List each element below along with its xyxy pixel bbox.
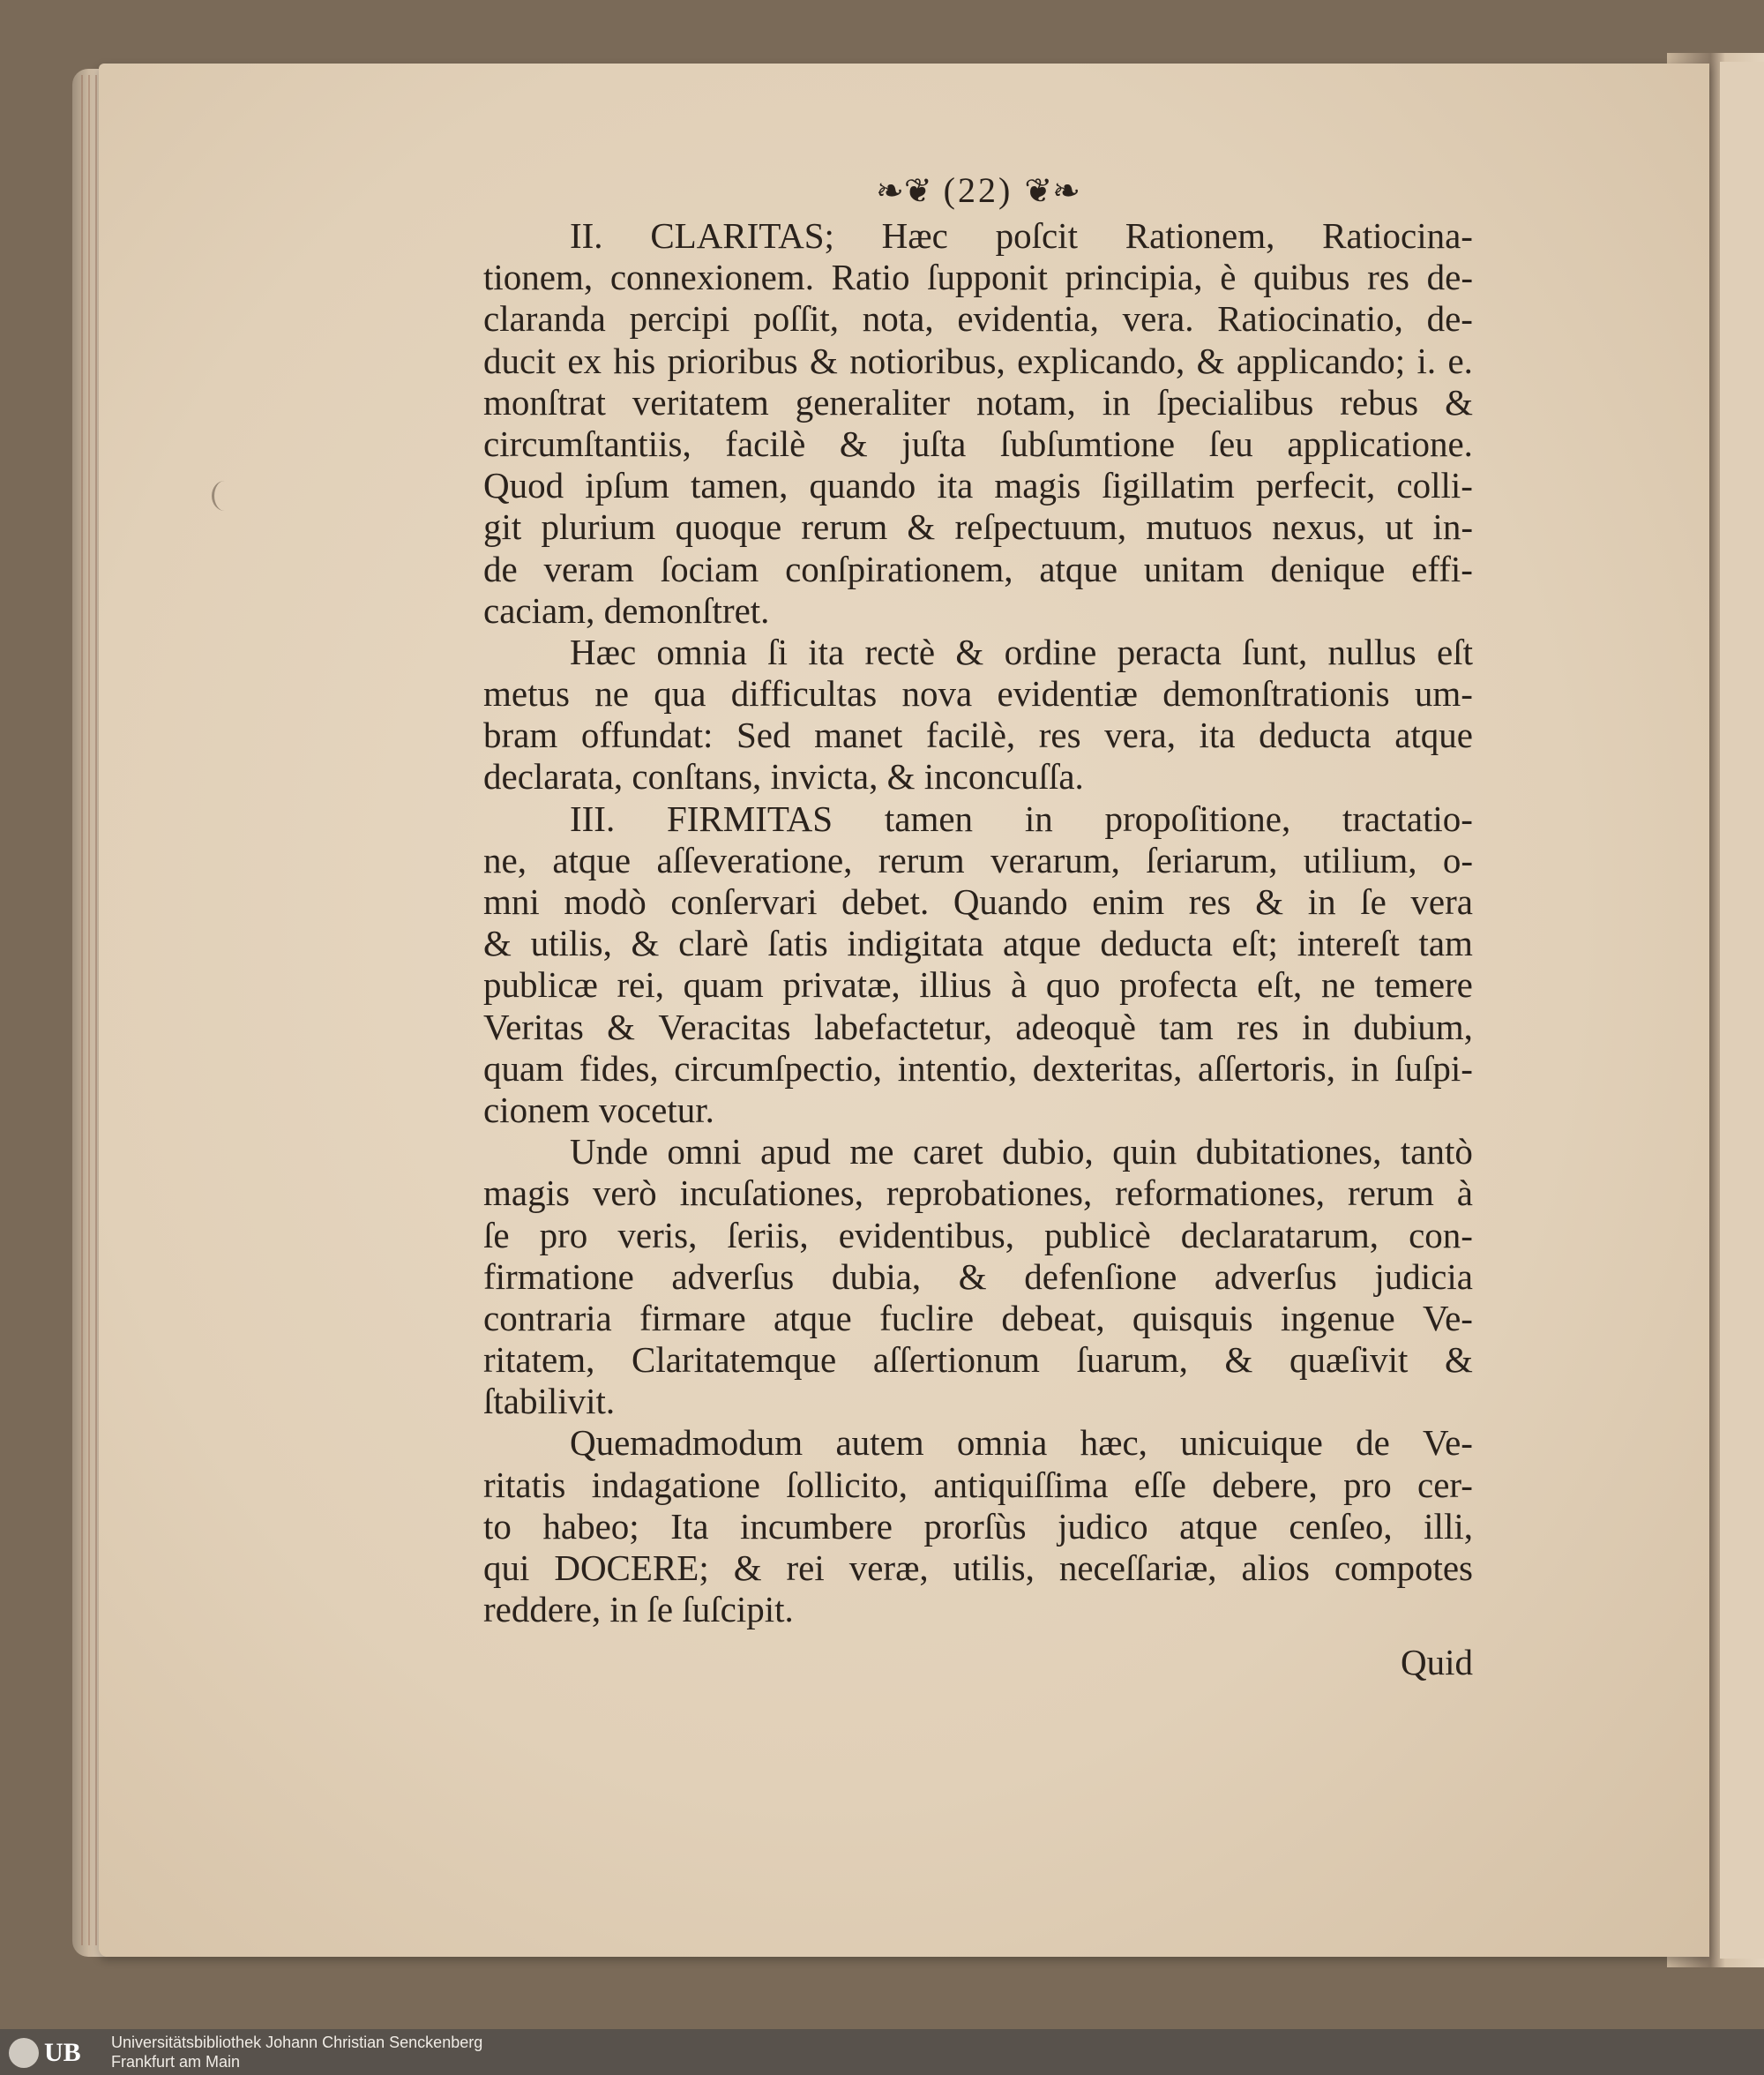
text-line: Quemadmodum autem omnia hæc, unicuique de Ve- [570,1422,1473,1464]
text-line: contraria firmare atque fuclire debeat, quisquis ingenue Ve- [483,1297,1473,1338]
text-line: ſe pro veris, ſeriis, evidentibus, publicè declaratarum, con- [483,1214,1473,1255]
text-line: bram offundat: Sed manet facilè, res vera, ita deducta atque [483,715,1473,756]
text-line: quam fides, circumſpectio, intentio, dexteritas, aſſertoris, in ſuſpi- [483,1047,1473,1089]
text-line: II. CLARITAS; Hæc poſcit Rationem, Ratiocina- [570,215,1473,256]
text-line: git plurium quoque rerum & reſpectuum, mutuos nexus, ut in- [483,506,1473,548]
text-line: ſtabilivit. [483,1381,616,1422]
text-line: metus ne qua difficultas nova evidentiæ demonſtrationis um- [483,673,1473,715]
text-line: & utilis, & clarè ſatis indigitata atque deducta eſt; intereſt tam [483,923,1473,964]
text-line: Veritas & Veracitas labefactetur, adeoquè tam res in dubium, [483,1006,1473,1047]
text-line: tionem, connexionem. Ratio ſupponit principia, è quibus res de- [483,257,1473,298]
seal-icon [9,2038,39,2068]
page-header [483,166,1473,215]
text-block [483,166,1473,1687]
catchword: Quid [1401,1642,1473,1683]
text-line: Unde omni apud me caret dubio, quin dubitationes, tantò [570,1131,1473,1172]
text-line: cionem vocetur. [483,1089,714,1130]
text-line: firmatione adverſus dubia, & defenſione adverſus judicia [483,1255,1473,1297]
text-line: mni modò conſervari debet. Quando enim res & in ſe vera [483,881,1473,922]
body-text [483,215,1473,1630]
logo-text: UB [44,2038,81,2067]
text-line: ritatis indagatione ſollicito, antiquiſſima eſſe debere, pro cer- [483,1464,1473,1505]
footer-line-1: Universitätsbibliothek Johann Christian Senckenberg [111,2034,483,2051]
footer-text [111,2033,482,2071]
text-line: declarata, conſtans, invicta, & inconcuſſa. [483,756,1084,798]
text-line: circumſtantiis, facilè & juſta ſubſumtione ſeu applicatione. [483,423,1473,464]
text-line: de veram ſociam conſpirationem, atque unitam denique effi- [483,548,1473,589]
ornament-right-icon: ❦❧ [1024,173,1080,210]
text-line: ritatem, Claritatemque aſſertionum ſuarum, & quæſivit & [483,1339,1473,1381]
facing-page-edge [1720,62,1764,1959]
text-line: publicæ rei, quam privatæ, illius à quo profecta eſt, ne temere [483,964,1473,1006]
text-line: magis verò incuſationes, reprobationes, reformationes, rerum à [483,1172,1473,1214]
text-line: to habeo; Ita incumbere prorſùs judico atque cenſeo, illi, [483,1505,1473,1547]
text-line: reddere, in ſe ſuſcipit. [483,1589,794,1630]
text-line: monſtrat veritatem generaliter notam, in ſpecialibus rebus & [483,381,1473,423]
text-line: Hæc omnia ſi ita rectè & ordine peracta ſunt, nullus eſt [570,631,1473,672]
text-line: III. FIRMITAS tamen in propoſitione, tractatio- [570,798,1473,839]
library-footer [0,2029,1764,2075]
library-logo [9,2036,101,2070]
text-line: ducit ex his prioribus & notioribus, explicando, & applicando; i. e. [483,340,1473,381]
text-line: caciam, demonſtret. [483,589,770,631]
text-line: claranda percipi poſſit, nota, evidentia, vera. Ratiocinatio, de- [483,298,1473,340]
ornament-left-icon: ❧❦ [875,173,932,210]
text-line: qui DOCERE; & rei veræ, utilis, neceſſariæ, alios compotes [483,1547,1473,1588]
margin-mark [212,481,237,511]
text-line: ne, atque aſſeveratione, rerum verarum, ſeriarum, utilium, o- [483,839,1473,880]
footer-line-2: Frankfurt am Main [111,2053,241,2071]
page-number: (22) [943,170,1013,210]
text-line: Quod ipſum tamen, quando ita magis ſigillatim perfecit, colli- [483,465,1473,506]
